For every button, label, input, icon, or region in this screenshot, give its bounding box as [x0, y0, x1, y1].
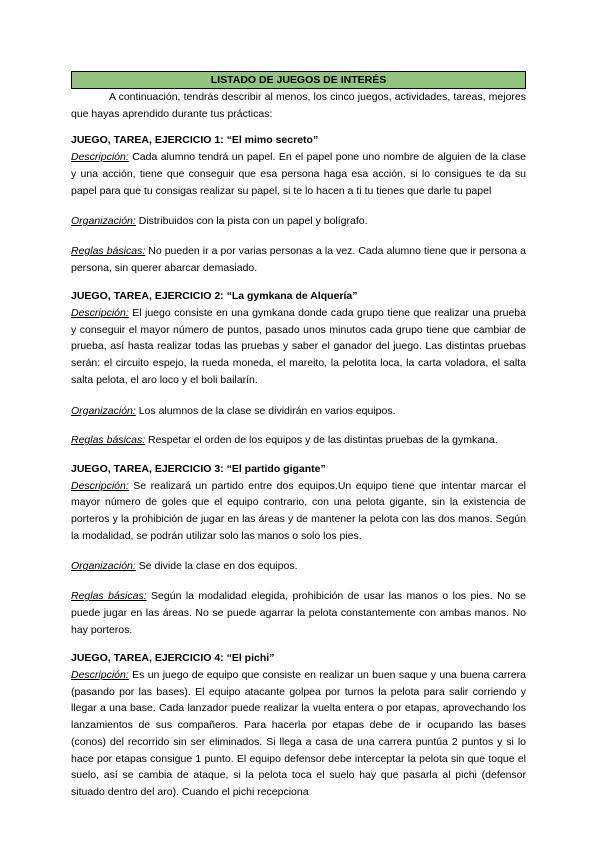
description-label: Descripción:	[71, 668, 129, 681]
game-2-rules: Reglas básicas: Respetar el orden de los equipos y de las distintas pruebas de la gymkana.	[71, 434, 498, 447]
rules-label: Reglas básicas:	[71, 244, 146, 257]
game-3-organization: Organización: Se divide la clase en dos equipos.	[71, 560, 298, 573]
description-label: Descripción:	[71, 479, 129, 492]
game-3-heading: JUEGO, TAREA, EJERCICIO 3: “El partido gigante”	[71, 462, 326, 475]
document-title: LISTADO DE JUEGOS DE INTERÉS	[71, 71, 526, 89]
game-3-rules: Reglas básicas: Según la modalidad elegida, prohibición de usar las manos o los pies. No se puede jugar en las áreas. No se puede agarrar la pelota constantemente con ambas manos. No hay porteros.	[71, 590, 527, 636]
organization-label: Organización:	[71, 215, 136, 228]
game-4-description: Descripción: Es un juego de equipo que consiste en realizar un buen saque y una buena carrera (pasando por las bases). El equipo atacante golpea por turnos la pelota para salir corriendo y llegar a una base. Cada lanzador puede realizar la vuelta entera o por etapas, aprovechando los lanzamientos de sus compañeros. Para hacerla por etapas debe de ir ocupando las bases (conos) del recorrido sin ser eliminados. Si llega a casa de una carrera puntúa 2 puntos y si lo hace por etapas consigue 1 punto. El equipo defensor debe interceptar la pelota sin que toque el suelo, así se cambia de ataque, si la pelota toca el suelo hay que pasarla al pichi (defensor situado dentro del aro). Cuando el pichi recepciona	[71, 668, 527, 798]
intro-paragraph: A continuación, tendrás describir al menos, los cinco juegos, actividades, tareas, mejores que hayas aprendido durante tus prácticas:	[71, 91, 526, 120]
organization-label: Organización:	[71, 560, 136, 573]
game-3-description: Descripción: Se realizará un partido entre dos equipos.Un equipo tiene que intentar marcar el mayor número de goles que el equipo contrario, con una pelota gigante, sin la existencia de porteros y la prohibición de jugar en las áreas y de mantener la pelota con las dos manos. Según la modalidad, se podrán utilizar solo las manos o solo los pies.	[71, 479, 526, 542]
game-2-heading: JUEGO, TAREA, EJERCICIO 2: “La gymkana de Alquería”	[71, 290, 358, 303]
game-1-rules: Reglas básicas: No pueden ir a por varias personas a la vez. Cada alumno tiene que ir persona a persona, sin querer abarcar demasiado.	[71, 244, 526, 274]
description-label: Descripción:	[71, 151, 129, 164]
game-1-description: Descripción: Cada alumno tendrá un papel. En el papel pone uno nombre de alguien de la clase y una acción, tiene que conseguir que esa persona haga esa acción, si lo consigues te da su papel para que tu consigas realizar su papel, si te lo hacen a ti tu tienes que darle tu papel	[71, 151, 527, 197]
organization-label: Organización:	[71, 404, 136, 417]
description-label: Descripción:	[71, 307, 129, 320]
game-1-heading: JUEGO, TAREA, EJERCICIO 1: “El mimo secreto”	[71, 134, 319, 147]
game-2-description: Descripción: El juego consiste en una gymkana donde cada grupo tiene que realizar una prueba y conseguir el mayor número de puntos, pasado unos minutos cada grupo tiene que cambiar de prueba, así hasta realizar todas las pruebas y saber el ganador del juego. Las distintas pruebas serán: el circuito espejo, la rueda moneda, el mareito, la pelotita loca, la carta voladora, el salta salta pelota, el aro loco y el boli bailarín.	[71, 307, 526, 386]
game-2-organization: Organización: Los alumnos de la clase se dividirán en varios equipos.	[71, 404, 396, 417]
game-1-organization: Organización: Distribuidos con la pista con un papel y bolígrafo.	[71, 215, 368, 228]
rules-label: Reglas básicas:	[71, 590, 147, 603]
document-page	[71, 71, 526, 801]
rules-label: Reglas básicas:	[71, 434, 146, 447]
game-4-heading: JUEGO, TAREA, EJERCICIO 4: “El pichi”	[71, 652, 275, 665]
